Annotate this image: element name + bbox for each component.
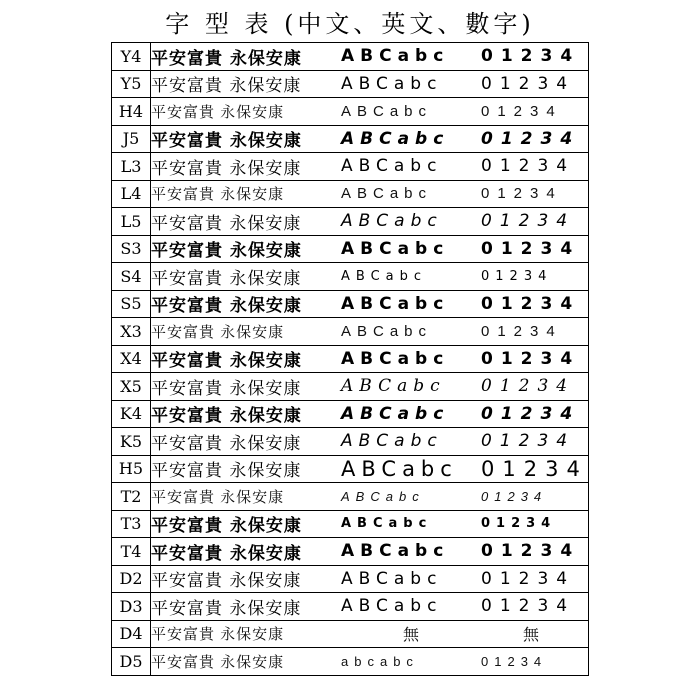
font-code: D2 (112, 565, 151, 593)
chinese-sample: 平安富貴 永保安康 (151, 653, 285, 671)
table-row (112, 593, 589, 621)
table-row (112, 70, 589, 98)
chinese-sample: 平安富貴 永保安康 (151, 241, 302, 262)
chinese-sample: 平安富貴 永保安康 (151, 378, 302, 399)
font-code: L4 (112, 180, 151, 208)
font-code: L3 (112, 153, 151, 181)
font-sample (151, 208, 589, 236)
english-sample: ABCabc (341, 488, 425, 504)
font-code: H5 (112, 455, 151, 483)
table-row (112, 98, 589, 126)
chinese-sample: 平安富貴 永保安康 (151, 103, 285, 121)
font-code: D5 (112, 648, 151, 676)
number-sample: 01234 (481, 211, 576, 232)
english-sample: ABCabc (341, 541, 450, 562)
english-sample: ABCabc (341, 46, 450, 67)
chinese-sample: 平安富貴 永保安康 (151, 158, 302, 179)
font-sample (151, 235, 589, 263)
font-sample (151, 455, 589, 483)
font-code: X5 (112, 373, 151, 401)
font-code: X3 (112, 318, 151, 346)
english-sample: ABCabc (341, 293, 450, 314)
english-sample: ABCabc (341, 596, 443, 617)
table-row (112, 235, 589, 263)
table-row (112, 510, 589, 538)
number-sample: 01234 (481, 185, 563, 203)
font-sample (151, 373, 589, 401)
table-row (112, 153, 589, 181)
chinese-sample: 平安富貴 永保安康 (151, 76, 302, 97)
table-row (112, 428, 589, 456)
english-sample: ABCabc (341, 403, 450, 424)
font-code: Y5 (112, 70, 151, 98)
font-sample (151, 290, 589, 318)
number-sample: 01234 (481, 403, 581, 424)
table-row (112, 318, 589, 346)
number-sample: 01234 (481, 268, 553, 284)
number-sample: 01234 (481, 568, 576, 589)
font-code: D3 (112, 593, 151, 621)
english-sample: ABCabc (341, 102, 433, 120)
font-sample (151, 510, 589, 538)
number-sample: 01234 (481, 488, 548, 504)
number-sample: 01234 (481, 156, 576, 177)
font-code: H4 (112, 98, 151, 126)
font-sample (151, 483, 589, 511)
english-sample: ABCabc (341, 268, 428, 284)
number-sample: 01234 (481, 238, 581, 259)
number-sample: 無 (522, 625, 539, 645)
number-sample: 01234 (481, 293, 581, 314)
table-row (112, 43, 589, 71)
table-row (112, 455, 589, 483)
font-sample (151, 70, 589, 98)
english-sample: ABCabc (341, 376, 446, 397)
number-sample: 01234 (481, 102, 563, 120)
number-sample: 01234 (481, 596, 576, 617)
chinese-sample: 平安富貴 永保安康 (151, 323, 285, 341)
font-code: T3 (112, 510, 151, 538)
font-code: L5 (112, 208, 151, 236)
english-sample: ABCabc (341, 156, 443, 177)
table-row (112, 483, 589, 511)
number-sample: 01234 (481, 541, 581, 562)
english-sample: ABCabc (341, 516, 433, 532)
number-sample: 01234 (481, 653, 548, 669)
font-sample (151, 428, 589, 456)
font-sample (151, 648, 589, 676)
table-row (112, 565, 589, 593)
font-sample-table (111, 42, 589, 676)
chinese-sample: 平安富貴 永保安康 (151, 461, 302, 482)
chinese-sample: 平安富貴 永保安康 (151, 48, 302, 69)
number-sample: 01234 (481, 128, 581, 149)
chinese-sample: 平安富貴 永保安康 (151, 571, 302, 592)
font-sample (151, 98, 589, 126)
chinese-sample: 平安富貴 永保安康 (151, 433, 302, 454)
number-sample: 01234 (481, 46, 581, 67)
font-code: S3 (112, 235, 151, 263)
number-sample: 01234 (481, 322, 563, 340)
chinese-sample: 平安富貴 永保安康 (151, 626, 285, 644)
font-sample (151, 43, 589, 71)
font-code: J5 (112, 125, 151, 153)
font-sample (151, 180, 589, 208)
table-row (112, 373, 589, 401)
chinese-sample: 平安富貴 永保安康 (151, 351, 302, 372)
chinese-sample: 平安富貴 永保安康 (151, 543, 302, 564)
table-row (112, 125, 589, 153)
table-row (112, 648, 589, 676)
table-row (112, 620, 589, 648)
table-row (112, 400, 589, 428)
number-sample: 01234 (481, 376, 576, 397)
english-sample: 無 (402, 625, 419, 645)
number-sample: 01234 (481, 348, 581, 369)
font-sample (151, 593, 589, 621)
english-sample: ABCabc (341, 73, 443, 94)
table-row (112, 345, 589, 373)
font-code: K4 (112, 400, 151, 428)
font-code: X4 (112, 345, 151, 373)
chinese-sample: 平安富貴 永保安康 (151, 488, 285, 506)
english-sample: abcabc (341, 653, 419, 669)
number-sample: 01234 (481, 456, 588, 481)
font-code: Y4 (112, 43, 151, 71)
font-sample (151, 345, 589, 373)
chinese-sample: 平安富貴 永保安康 (151, 268, 302, 289)
page-title: 字 型 表 (中文、英文、數字) (165, 10, 535, 38)
font-sample (151, 263, 589, 291)
table-row (112, 180, 589, 208)
chinese-sample: 平安富貴 永保安康 (151, 296, 302, 317)
english-sample: ABCabc (341, 211, 443, 232)
table-row (112, 208, 589, 236)
font-code: T4 (112, 538, 151, 566)
number-sample: 01234 (481, 73, 576, 94)
english-sample: ABCabc (341, 238, 450, 259)
font-sample (151, 125, 589, 153)
font-code: K5 (112, 428, 151, 456)
font-code: S5 (112, 290, 151, 318)
english-sample: ABCabc (341, 456, 458, 481)
chinese-sample: 平安富貴 永保安康 (151, 516, 302, 537)
font-code: D4 (112, 620, 151, 648)
font-code: T2 (112, 483, 151, 511)
english-sample: ABCabc (341, 322, 433, 340)
font-sample (151, 400, 589, 428)
english-sample: ABCabc (341, 185, 433, 203)
chinese-sample: 平安富貴 永保安康 (151, 186, 285, 204)
english-sample: ABCabc (341, 348, 450, 369)
number-sample: 01234 (481, 431, 576, 452)
english-sample: ABCabc (341, 128, 450, 149)
chinese-sample: 平安富貴 永保安康 (151, 131, 302, 152)
font-sample (151, 620, 589, 648)
number-sample: 01234 (481, 516, 557, 532)
font-sample (151, 318, 589, 346)
font-sample (151, 565, 589, 593)
font-code: S4 (112, 263, 151, 291)
english-sample: ABCabc (341, 431, 443, 452)
font-sample (151, 153, 589, 181)
chinese-sample: 平安富貴 永保安康 (151, 598, 302, 619)
chinese-sample: 平安富貴 永保安康 (151, 406, 302, 427)
chinese-sample: 平安富貴 永保安康 (151, 213, 302, 234)
table-row (112, 538, 589, 566)
english-sample: ABCabc (341, 568, 443, 589)
font-sample (151, 538, 589, 566)
table-row (112, 263, 589, 291)
table-row (112, 290, 589, 318)
